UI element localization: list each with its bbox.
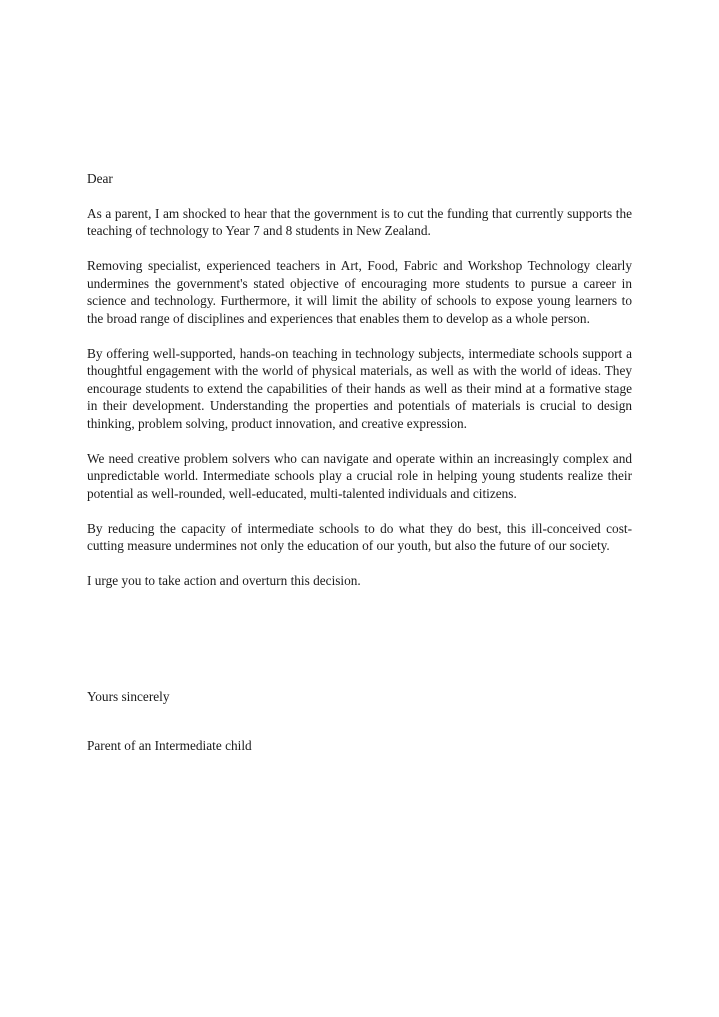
paragraph-2: Removing specialist, experienced teachers in Art, Food, Fabric and Workshop Technology clearly undermines the government's stated objective of encouraging more students to pursue a career in science and technology. Furthermore, it will limit the ability of schools to expose young learners to the broad range of disciplines and experiences that enables them to develop as a whole person. [87, 258, 632, 326]
paragraph-4: We need creative problem solvers who can navigate and operate within an increasingly complex and unpredictable world. Intermediate schools play a crucial role in helping young students realize their potential as well-rounded, well-educated, multi-talented individuals and citizens. [87, 450, 632, 501]
closing: Yours sincerely [87, 689, 170, 704]
signature-line: Parent of an Intermediate child [87, 738, 252, 753]
salutation: Dear [87, 171, 113, 186]
paragraph-1: As a parent, I am shocked to hear that the government is to cut the funding that currently supports the teaching of technology to Year 7 and 8 students in New Zealand. [87, 205, 632, 238]
paragraph-6: I urge you to take action and overturn this decision. [87, 573, 361, 588]
paragraph-5: By reducing the capacity of intermediate schools to do what they do best, this ill-conceived cost-cutting measure undermines not only the education of our youth, but also the future of our society. [87, 520, 632, 553]
paragraph-3: By offering well-supported, hands-on teaching in technology subjects, intermediate schools support a thoughtful engagement with the world of physical materials, as well as with the world of ideas. They encourage students to extend the capabilities of their hands as well as their mind at a formative stage in their development. Understanding the properties and potentials of materials is crucial to design thinking, problem solving, product innovation, and creative expression. [87, 345, 632, 431]
letter-body [87, 170, 632, 590]
